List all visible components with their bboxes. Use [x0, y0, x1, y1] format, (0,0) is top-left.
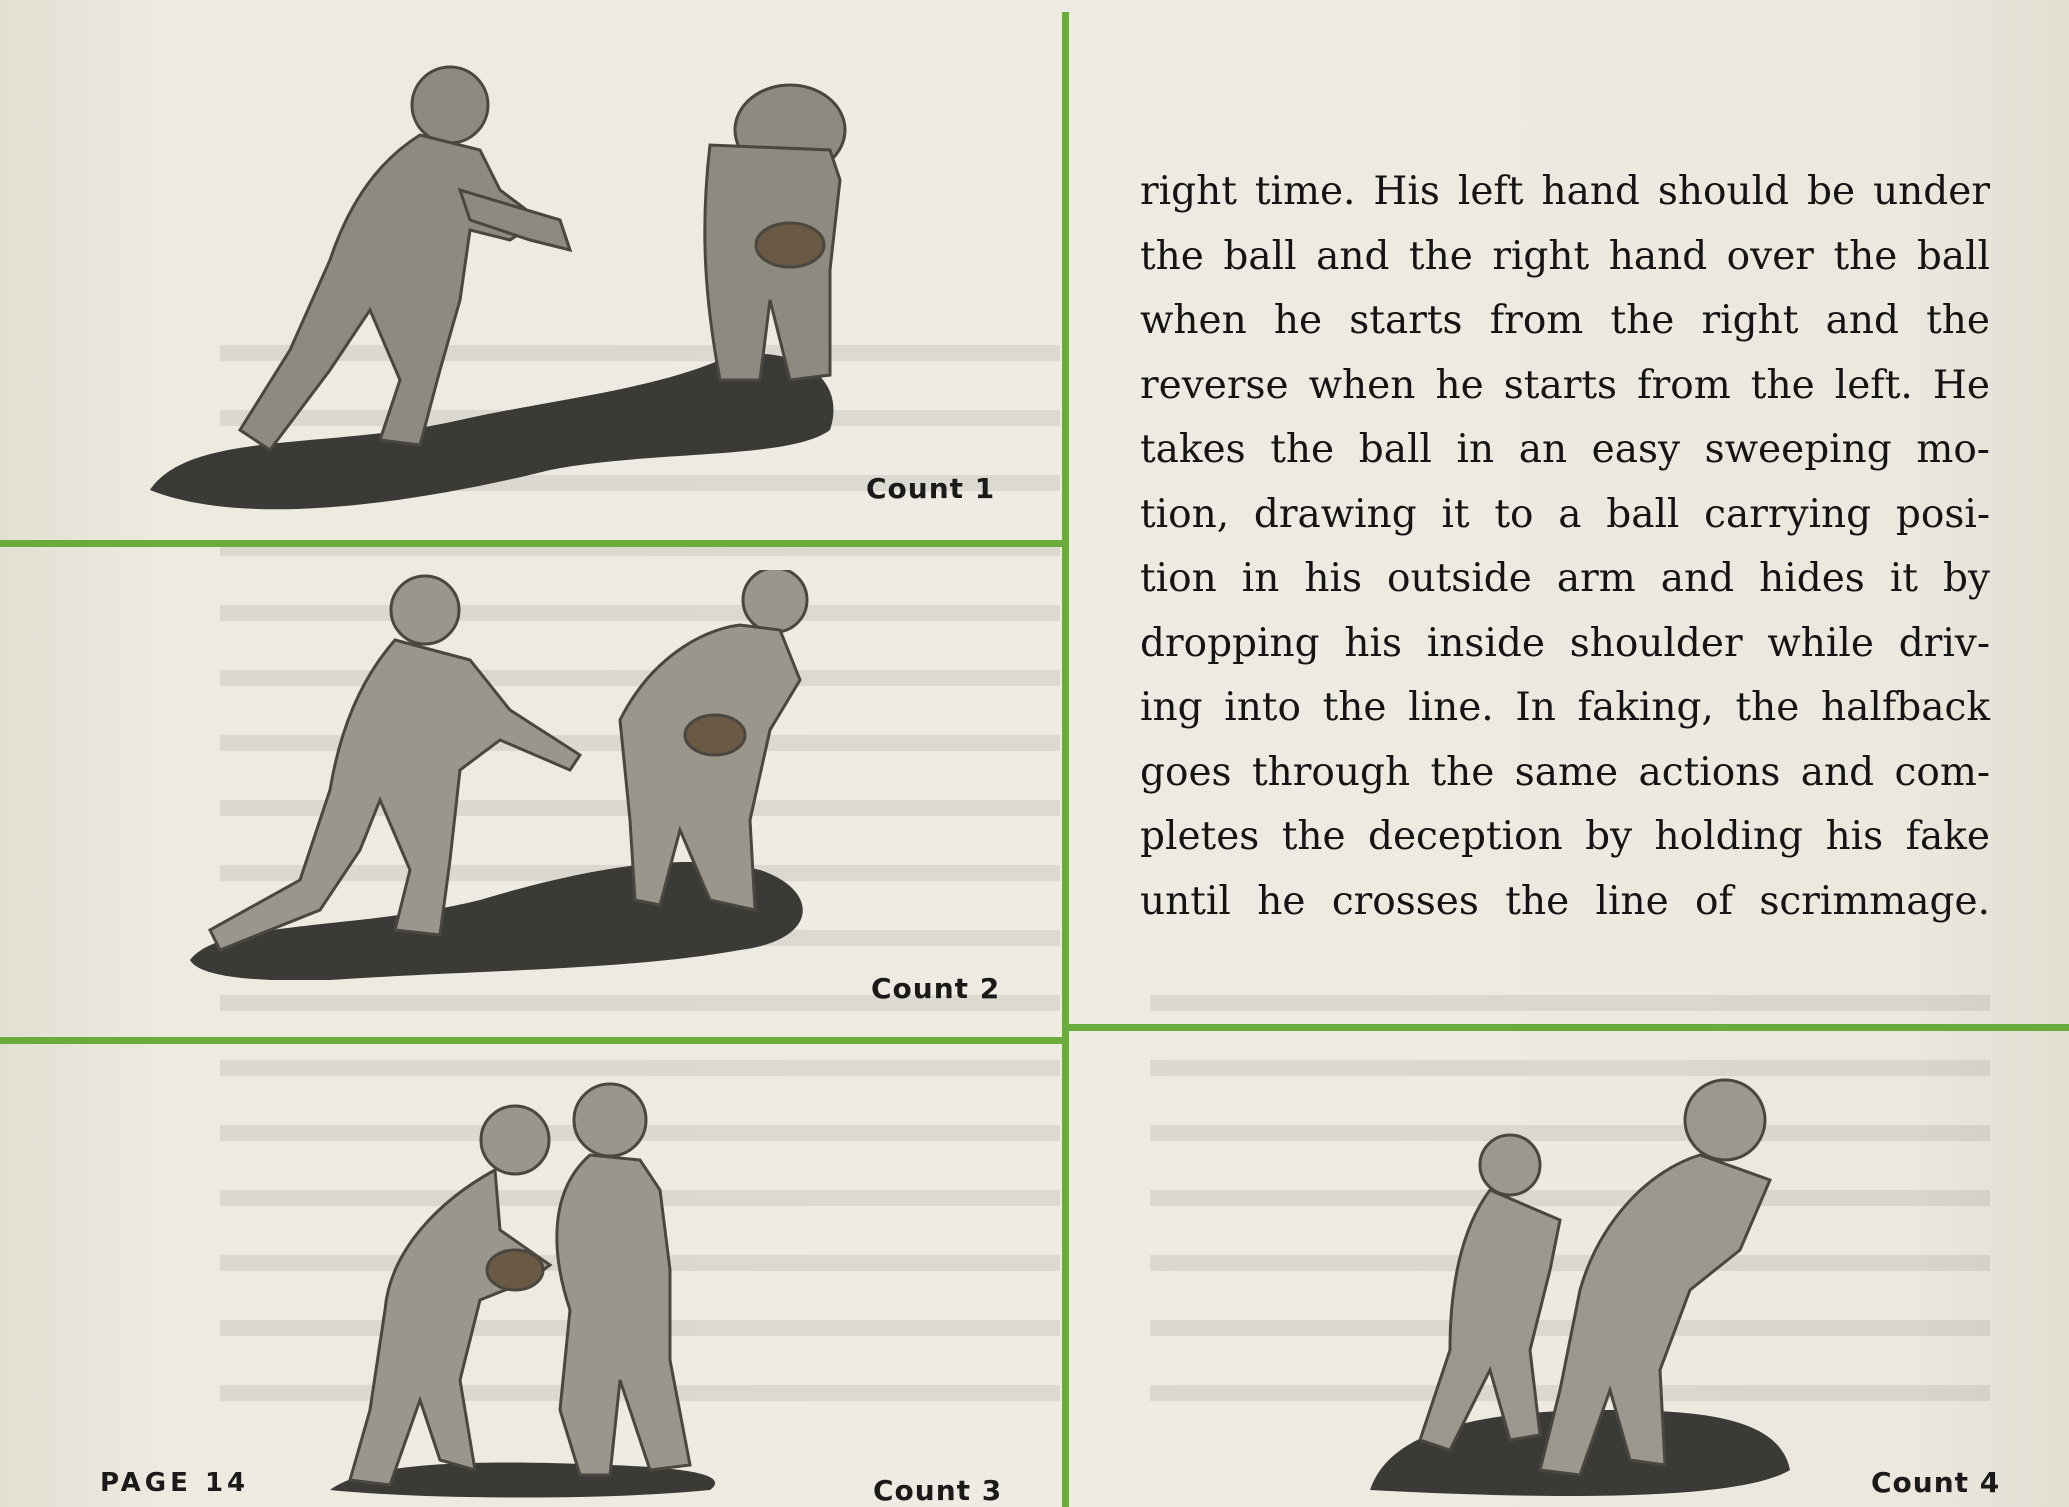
text-line: takes the ball in an easy sweeping mo- — [1140, 427, 1990, 472]
text-line: until he crosses the line of scrimmage. — [1140, 878, 1990, 924]
two-football-players-crossing-icon — [1360, 1070, 1800, 1500]
count-4-label: Count 4 — [1871, 1466, 2001, 1499]
vertical-divider — [1062, 12, 1069, 1507]
divider-text-count4 — [1062, 1024, 2069, 1031]
text-line: pletes the deception by holding his fake — [1140, 814, 1990, 859]
count-1-photo — [130, 50, 850, 530]
divider-count2-count3 — [0, 1037, 1066, 1044]
text-line: when he starts from the right and the — [1140, 298, 1990, 343]
text-line: dropping his inside shoulder while driv- — [1140, 620, 1990, 666]
count-2-photo — [180, 570, 830, 980]
text-line: reverse when he starts from the left. He — [1140, 362, 1990, 408]
body-text — [1140, 160, 1990, 934]
two-football-players-handoff-icon — [310, 1080, 740, 1500]
count-2-label: Count 2 — [871, 972, 1001, 1005]
count-3-photo — [310, 1080, 740, 1500]
count-4-photo — [1360, 1070, 1800, 1500]
count-3-label: Count 3 — [873, 1474, 1003, 1507]
text-line: ing into the line. In faking, the halfback — [1140, 685, 1990, 730]
text-line: goes through the same actions and com- — [1140, 749, 1990, 795]
text-line: tion, drawing it to a ball carrying posi- — [1140, 491, 1990, 537]
text-line: tion in his outside arm and hides it by — [1140, 556, 1990, 601]
count-1-label: Count 1 — [866, 472, 996, 505]
text-line: right time. His left hand should be under — [1140, 169, 1990, 214]
text-line: the ball and the right hand over the ball — [1140, 233, 1990, 279]
two-football-players-icon — [130, 50, 850, 530]
page-number: PAGE 14 — [100, 1468, 250, 1498]
two-football-players-icon — [180, 570, 830, 980]
divider-count1-count2 — [0, 540, 1066, 547]
